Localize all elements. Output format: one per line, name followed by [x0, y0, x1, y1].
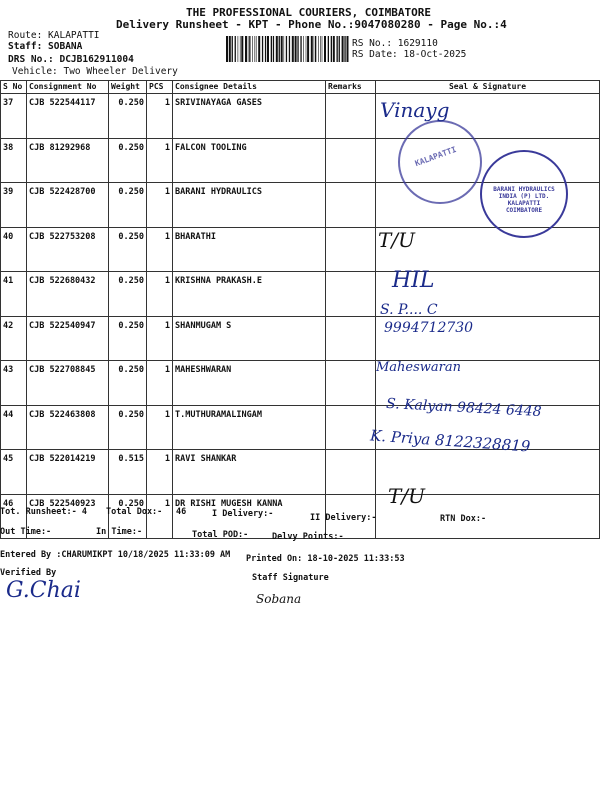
ii-delivery: II Delivery:-: [310, 513, 377, 523]
out-time: Out Time:-: [0, 527, 52, 537]
cell-weight: 0.250: [109, 183, 147, 228]
cell-remarks: [326, 405, 376, 450]
col-weight: Weight: [109, 81, 147, 94]
sig-row41: HIL: [392, 268, 435, 293]
table-header-row: [1, 81, 600, 94]
cell-consignee: SHANMUGAM S: [173, 316, 326, 361]
cell-weight: 0.250: [109, 405, 147, 450]
cell-pcs: 1: [147, 94, 173, 139]
cell-weight: 0.250: [109, 94, 147, 139]
cell-consignment: CJB 522708845: [27, 361, 109, 406]
verified-by: Verified By: [0, 568, 57, 578]
cell-sno: 43: [1, 361, 27, 406]
cell-remarks: [326, 272, 376, 317]
table-row: [1, 272, 600, 317]
entered-by: Entered By :CHARUMIKPT 10/18/2025 11:33:09 AM: [0, 550, 231, 560]
cell-consignee: T.MUTHURAMALINGAM: [173, 405, 326, 450]
tot-runsheet: Tot. Runsheet:- 4: [0, 507, 87, 517]
total-dox-value: 46: [176, 507, 187, 517]
cell-consignment: CJB 522544117: [27, 94, 109, 139]
cell-pcs: 1: [147, 450, 173, 495]
staff-handwritten-signature: Sobana: [256, 592, 302, 606]
cell-sno: 42: [1, 316, 27, 361]
cell-consignment: CJB 522540923: [27, 494, 109, 539]
cell-weight: 0.250: [109, 227, 147, 272]
table-row: [1, 316, 600, 361]
runsheet-title: Delivery Runsheet - KPT - Phone No.:9047080280 - Page No.:4: [116, 18, 507, 31]
rtn-dox: RTN Dox:-: [440, 514, 487, 524]
cell-weight: 0.250: [109, 361, 147, 406]
cell-sno: 41: [1, 272, 27, 317]
col-consignee: Consignee Details: [173, 81, 326, 94]
stamp-kalapatti: [398, 120, 482, 204]
cell-pcs: 1: [147, 316, 173, 361]
cell-consignee: KRISHNA PRAKASH.E: [173, 272, 326, 317]
staff-signature-label: Staff Signature: [252, 573, 329, 583]
cell-pcs: 1: [147, 138, 173, 183]
cell-pcs: 1: [147, 361, 173, 406]
drs-label: DRS No.: DCJB162911004: [8, 54, 134, 65]
cell-remarks: [326, 183, 376, 228]
cell-remarks: [326, 138, 376, 183]
sig-row37: Vinayg: [380, 98, 450, 122]
cell-weight: 0.250: [109, 316, 147, 361]
stamp-barani-text: BARANI HYDRAULICS INDIA (P) LTD. KALAPATTI COIMBATORE: [493, 186, 555, 214]
table-row: [1, 94, 600, 139]
delivery-table: [0, 80, 600, 539]
in-time: In Time:-: [96, 527, 143, 537]
rs-date: RS Date: 18-Oct-2025: [352, 49, 467, 60]
sig-row42a: S. P.... C: [380, 302, 438, 318]
printed-on: Printed On: 18-10-2025 11:33:53: [246, 554, 405, 564]
cell-sno: 44: [1, 405, 27, 450]
cell-sno: 38: [1, 138, 27, 183]
cell-consignee: BARANI HYDRAULICS: [173, 183, 326, 228]
company-name: THE PROFESSIONAL COURIERS, COIMBATORE: [186, 6, 432, 19]
cell-pcs: 1: [147, 272, 173, 317]
cell-remarks: [326, 94, 376, 139]
cell-consignment: CJB 522753208: [27, 227, 109, 272]
cell-weight: 0.250: [109, 494, 147, 539]
col-sno: S No: [1, 81, 27, 94]
total-dox-label: Total Dox:-: [106, 507, 163, 517]
cell-weight: 0.250: [109, 272, 147, 317]
cell-sno: 46: [1, 494, 27, 539]
cell-consignee: DR RISHI MUGESH KANNA: [173, 494, 326, 539]
i-delivery: I Delivery:-: [212, 509, 274, 519]
sig-row42b: 9994712730: [384, 320, 474, 336]
barcode: [226, 36, 350, 62]
verified-signature: G.Chai: [6, 578, 81, 603]
cell-pcs: 1: [147, 227, 173, 272]
rs-no: RS No.: 1629110: [352, 38, 438, 49]
cell-remarks: [326, 450, 376, 495]
table-row: [1, 450, 600, 495]
cell-weight: 0.515: [109, 450, 147, 495]
cell-sno: 39: [1, 183, 27, 228]
cell-consignment: CJB 522680432: [27, 272, 109, 317]
sig-row40: T/U: [378, 228, 415, 252]
cell-consignee: SRIVINAYAGA GASES: [173, 94, 326, 139]
stamp-kalapatti-text: KALAPATTI: [413, 144, 458, 169]
cell-sno: 40: [1, 227, 27, 272]
staff-label: Staff: SOBANA: [8, 41, 83, 52]
sig-row46: T/U: [388, 484, 425, 508]
cell-weight: 0.250: [109, 138, 147, 183]
cell-consignment: CJB 522463808: [27, 405, 109, 450]
col-seal: Seal & Signature: [376, 81, 600, 94]
table-row: [1, 361, 600, 406]
cell-consignment: CJB 522014219: [27, 450, 109, 495]
cell-remarks: [326, 316, 376, 361]
cell-consignment: CJB 81292968: [27, 138, 109, 183]
delvy-points: Delvy Points:-: [272, 532, 344, 542]
vehicle-label: Vehicle: Two Wheeler Delivery: [12, 66, 178, 77]
cell-pcs: 1: [147, 494, 173, 539]
cell-consignee: BHARATHI: [173, 227, 326, 272]
col-remarks: Remarks: [326, 81, 376, 94]
total-pod: Total POD:-: [192, 530, 249, 540]
cell-consignee: RAVI SHANKAR: [173, 450, 326, 495]
col-pcs: PCS: [147, 81, 173, 94]
stamp-barani: [480, 150, 568, 238]
cell-remarks: [326, 361, 376, 406]
cell-pcs: 1: [147, 183, 173, 228]
cell-consignment: CJB 522428700: [27, 183, 109, 228]
cell-remarks: [326, 227, 376, 272]
route-label: Route: KALAPATTI: [8, 30, 100, 41]
sig-row45: K. Priya 8122328819: [369, 426, 531, 456]
sig-row44: S. Kalyan 98424 6448: [385, 395, 542, 421]
cell-consignment: CJB 522540947: [27, 316, 109, 361]
cell-sno: 45: [1, 450, 27, 495]
cell-pcs: 1: [147, 405, 173, 450]
cell-consignee: FALCON TOOLING: [173, 138, 326, 183]
col-consignment: Consignment No: [27, 81, 109, 94]
sig-row43: Maheswaran: [376, 360, 462, 375]
cell-sno: 37: [1, 94, 27, 139]
cell-consignee: MAHESHWARAN: [173, 361, 326, 406]
